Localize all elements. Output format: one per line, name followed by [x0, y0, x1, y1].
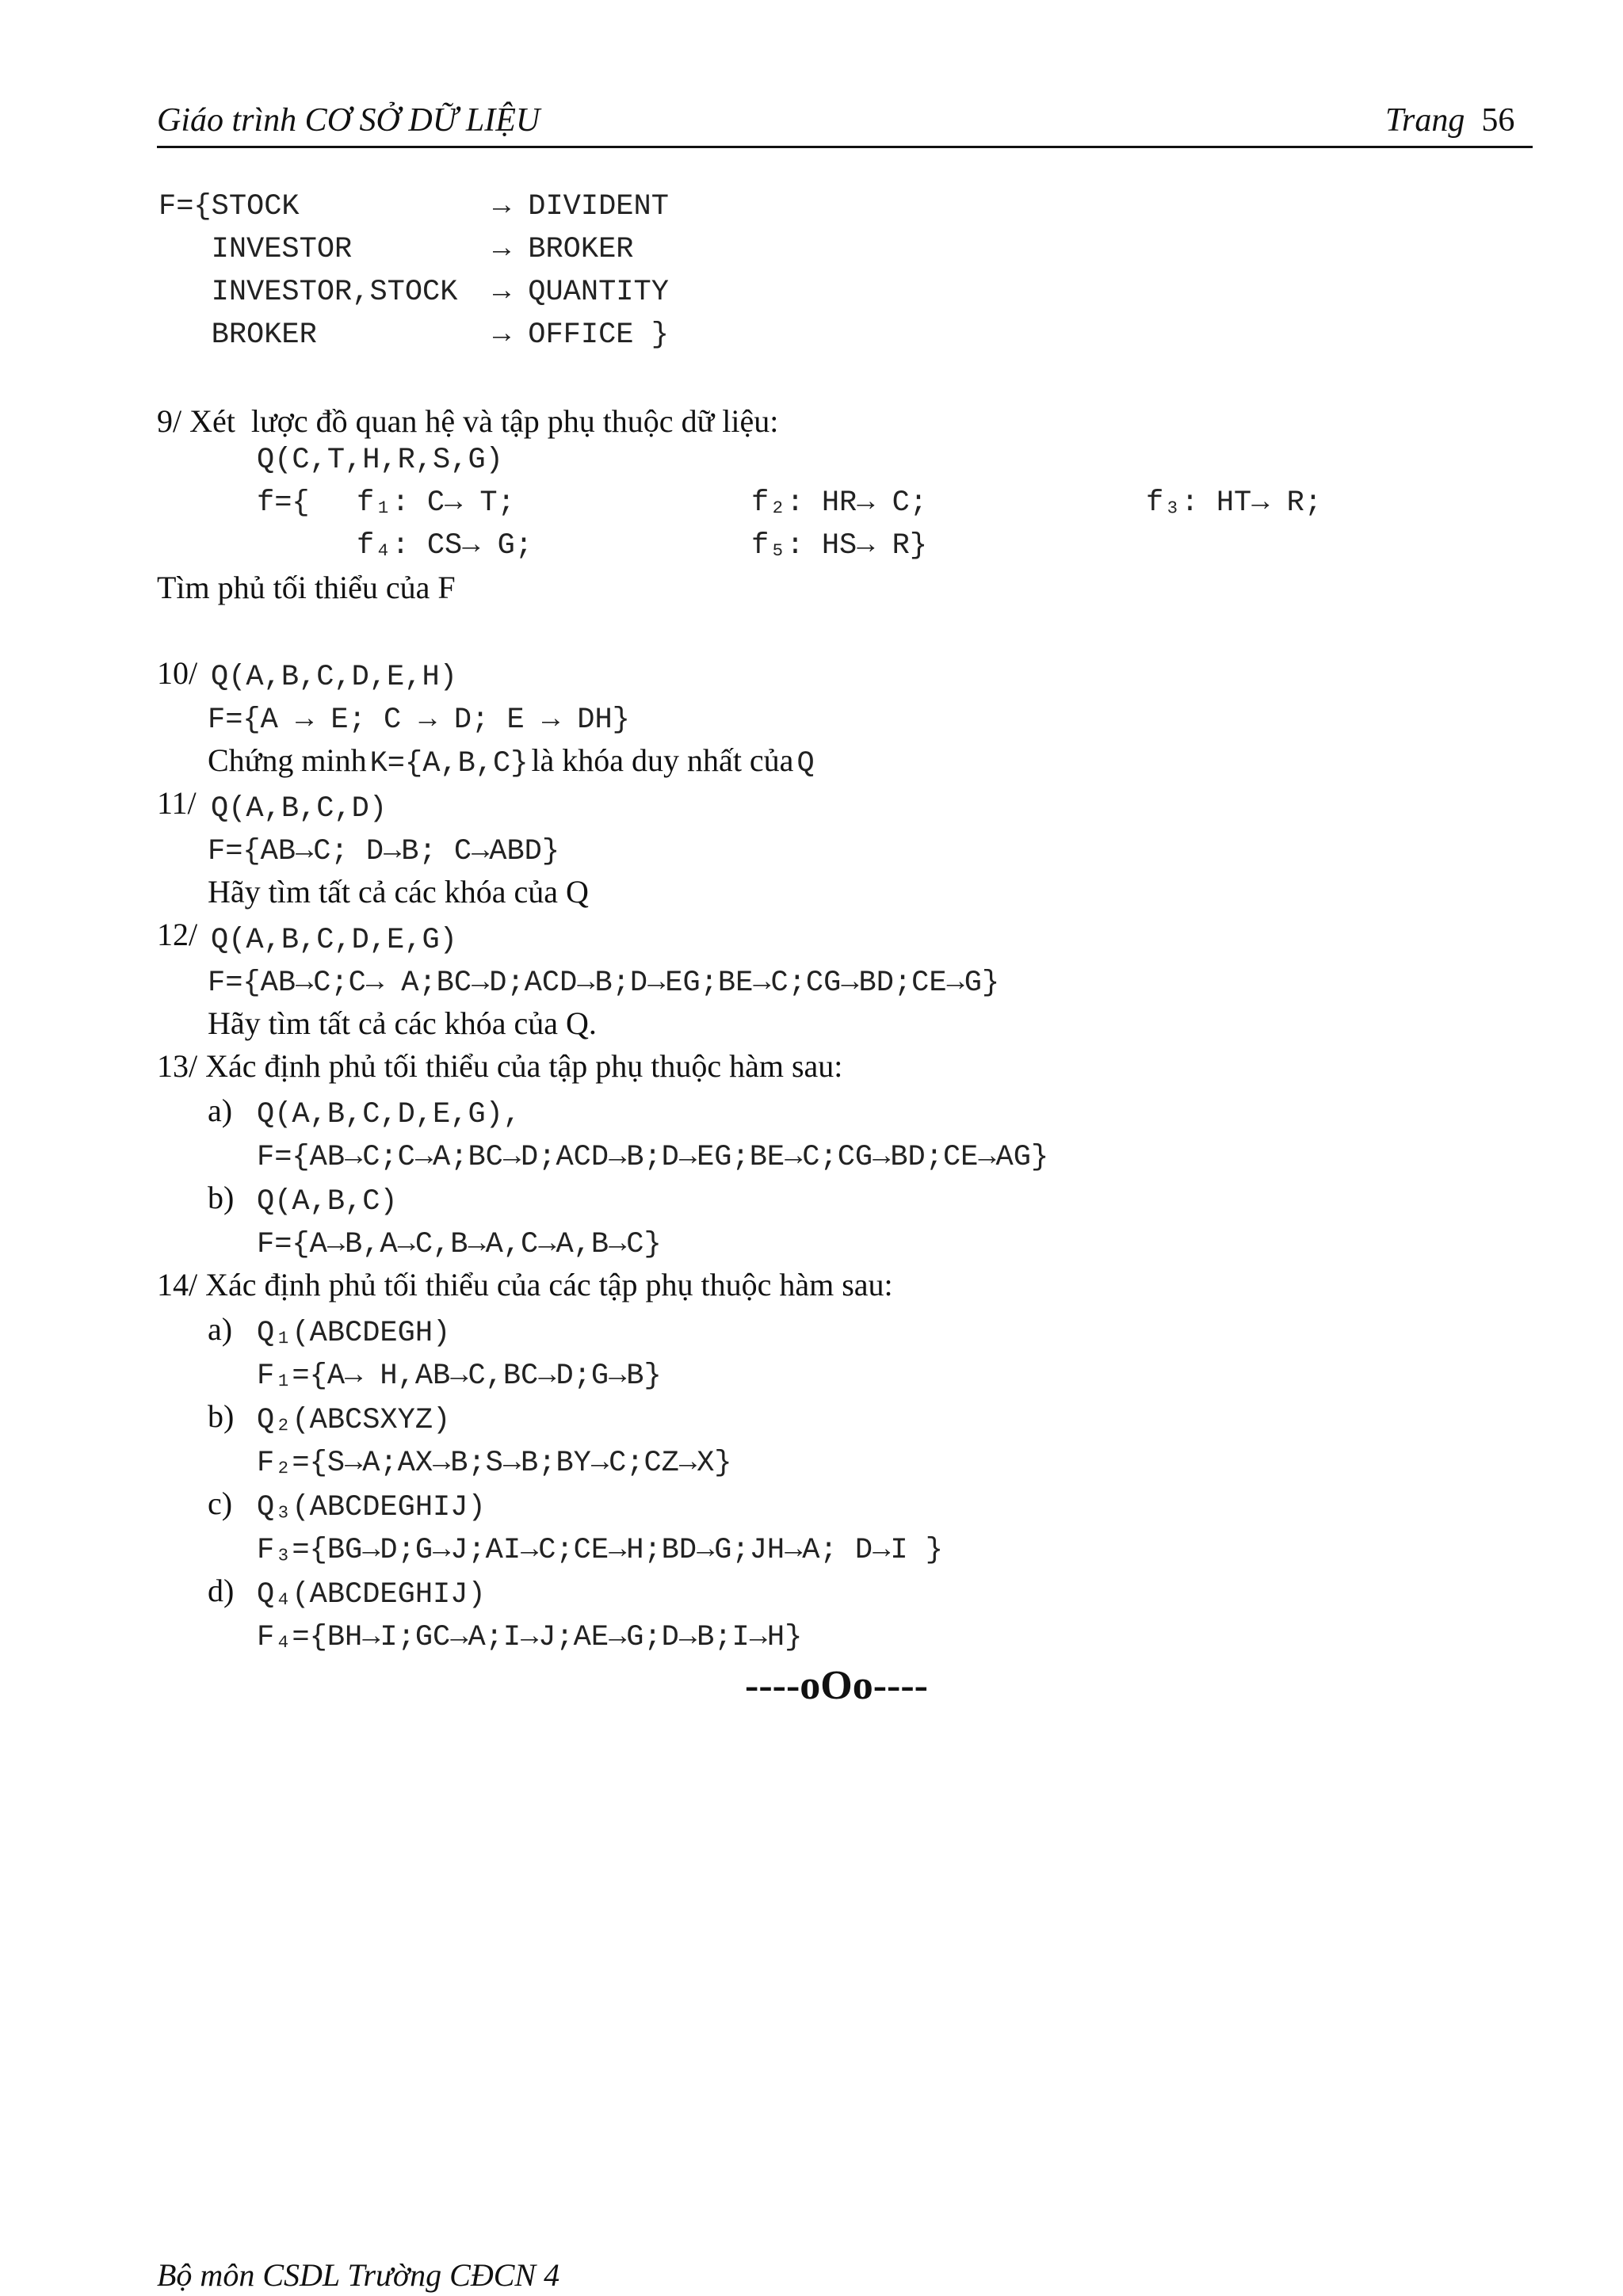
ex14-d-label: d)	[208, 1573, 235, 1608]
ex14-d-fds: F₄={BH→I;GC→A;I→J;AE→G;D→B;I→H}	[257, 1621, 803, 1654]
ex12-schema: Q(A,B,C,D,E,G)	[211, 924, 457, 957]
ex9-task: Tìm phủ tối thiểu của F	[157, 570, 456, 605]
ex10-schema: Q(A,B,C,D,E,H)	[211, 661, 457, 694]
ex9-f4: f₄: CS→ G;	[357, 529, 533, 563]
fd-line-3: INVESTOR,STOCK → QUANTITY	[158, 276, 669, 309]
ex11-fds: F={AB→C; D→B; C→ABD}	[208, 835, 560, 868]
ex11-task: Hãy tìm tất cả các khóa của Q	[208, 874, 589, 910]
ex13-title: 13/ Xác định phủ tối thiểu của tập phụ thuộc hàm sau:	[157, 1048, 843, 1084]
page-number-area	[1385, 101, 1514, 139]
ex9-f5: f₅: HS→ R}	[751, 529, 928, 563]
ex12-fds: F={AB→C;C→ A;BC→D;ACD→B;D→EG;BE→C;CG→BD;CE→G}	[208, 967, 1000, 1000]
ex11-schema: Q(A,B,C,D)	[211, 792, 388, 826]
ex13-b-fds: F={A→B,A→C,B→A,C→A,B→C}	[257, 1228, 662, 1261]
ex10-fds: F={A → E; C → D; E → DH}	[208, 704, 630, 737]
ex12-task: Hãy tìm tất cả các khóa của Q.	[208, 1005, 597, 1041]
ex13-b-schema: Q(A,B,C)	[257, 1185, 398, 1219]
ex10-num: 10/	[157, 655, 198, 691]
ex14-title: 14/ Xác định phủ tối thiểu của các tập phụ thuộc hàm sau:	[157, 1267, 893, 1302]
ex9-f-open: f={	[257, 486, 310, 520]
header-rule	[157, 146, 1533, 148]
footer-text: Bộ môn CSDL Trường CĐCN 4	[157, 2257, 560, 2293]
ex10-key: K={A,B,C}	[369, 747, 529, 780]
ex13-b-label: b)	[208, 1180, 235, 1215]
page-number: 56	[1481, 102, 1515, 139]
fd-line-4: BROKER → OFFICE }	[158, 318, 669, 352]
ex14-b-fds: F₂={S→A;AX→B;S→B;BY→C;CZ→X}	[257, 1447, 732, 1480]
ex13-a-label: a)	[208, 1093, 233, 1128]
fd-line-1: F={STOCK → DIVIDENT	[158, 190, 669, 223]
ex14-b-label: b)	[208, 1398, 235, 1434]
ex10-prove-a: Chứng minh	[208, 742, 367, 778]
ex14-c-fds: F₃={BG→D;G→J;AI→C;CE→H;BD→G;JH→A; D→I }	[257, 1534, 943, 1567]
ex9-f1: f₁: C→ T;	[357, 486, 515, 520]
end-mark: ----oOo----	[745, 1663, 928, 1708]
ex10-prove-line	[208, 742, 815, 780]
ex13-a-schema: Q(A,B,C,D,E,G),	[257, 1098, 521, 1131]
ex14-a-schema: Q₁(ABCDEGH)	[257, 1317, 451, 1350]
ex14-b-schema: Q₂(ABCSXYZ)	[257, 1404, 451, 1437]
ex14-a-fds: F₁={A→ H,AB→C,BC→D;G→B}	[257, 1360, 662, 1393]
ex9-schema: Q(C,T,H,R,S,G)	[257, 444, 503, 477]
ex12-num: 12/	[157, 917, 198, 952]
ex14-c-label: c)	[208, 1486, 233, 1521]
ex14-a-label: a)	[208, 1311, 233, 1347]
ex9-f3: f₃: HT→ R;	[1146, 486, 1323, 520]
ex14-d-schema: Q₄(ABCDEGHIJ)	[257, 1578, 486, 1611]
ex9-f2: f₂: HR→ C;	[751, 486, 928, 520]
ex9-title: 9/ Xét lược đồ quan hệ và tập phụ thuộc dữ liệu:	[157, 403, 779, 439]
fd-line-2: INVESTOR → BROKER	[158, 233, 634, 266]
ex10-prove-b: là khóa duy nhất của	[531, 742, 794, 778]
ex11-num: 11/	[157, 785, 197, 821]
page-label: Trang	[1385, 102, 1465, 139]
ex10-q: Q	[796, 747, 815, 780]
header-title: Giáo trình CƠ SỞ DỮ LIỆU	[157, 102, 540, 139]
ex13-a-fds: F={AB→C;C→A;BC→D;ACD→B;D→EG;BE→C;CG→BD;CE→AG}	[257, 1141, 1049, 1174]
ex14-c-schema: Q₃(ABCDEGHIJ)	[257, 1491, 486, 1524]
